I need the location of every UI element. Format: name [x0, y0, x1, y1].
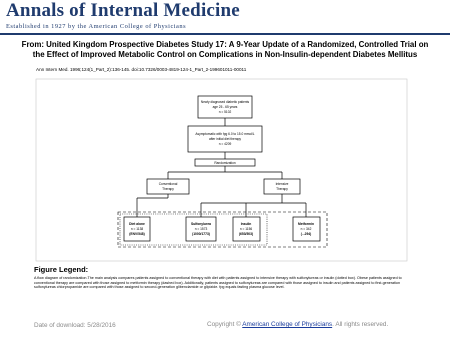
article-title-line-1: From: United Kingdom Prospective Diabetes Study 17: A 9-Year Update of a Randomized, Controlled Trial on	[21, 40, 429, 49]
box-diet-alone-line-1: Diet alone	[129, 222, 145, 226]
copyright-notice	[207, 321, 388, 328]
box-randomization-label: Randomization	[214, 161, 236, 165]
article-citation: Ann Intern Med. 1996;124(1_Part_2):136-145. doi:10.7326/0003-4819-124-1_Part_2-199601011-00011	[36, 67, 247, 72]
box-diet-alone-line-3: (ENV/548)	[129, 232, 145, 236]
box-conventional-line-1: Conventional	[158, 182, 178, 186]
box-diet-alone-line-2: n = 1138	[130, 227, 144, 231]
box-newly-diagnosed-line-1: Newly diagnosed diabetic patients	[200, 100, 250, 104]
box-asymptomatic	[188, 126, 262, 152]
box-insulin	[233, 217, 260, 241]
journal-title: Annals of Internal Medicine	[6, 0, 240, 21]
copyright-prefix: Copyright ©	[207, 321, 243, 328]
box-insulin-line-3: (653/503)	[238, 232, 254, 236]
download-date: Date of download: 5/28/2016	[34, 322, 116, 329]
box-asymptomatic-line-2: after initial diet therapy	[208, 137, 242, 141]
box-asymptomatic-line-1: Asymptomatic with fpg 6.0 to 15.0 mmol/L	[195, 132, 255, 136]
box-sulfonylurea-line-1: Sulfonylurea	[191, 222, 211, 226]
article-title-line-2: the Effect of Improved Metabolic Control on Complications in Non-Insulin-dependent Diabetes Mellitus	[32, 49, 418, 59]
box-metformin-line-2: n = 342	[300, 227, 312, 231]
box-sulfonylurea-line-3: (1000/1773)	[192, 232, 210, 236]
copyright-suffix: . All rights reserved.	[332, 321, 389, 328]
legend-heading: Figure Legend:	[34, 265, 89, 274]
box-diet-alone	[124, 217, 150, 241]
box-insulin-line-1: Insulin	[240, 222, 252, 226]
box-conventional-line-2: Therapy	[162, 187, 174, 191]
box-metformin-line-1: Metformin	[298, 222, 314, 226]
box-asymptomatic-line-3: n = 4209	[218, 142, 232, 146]
box-intensive-therapy	[264, 179, 300, 194]
journal-tagline: Established in 1927 by the American College of Physicians	[6, 23, 187, 30]
box-intensive-line-1: Intensive	[275, 182, 289, 186]
box-newly-diagnosed-line-3: n = 5102	[218, 110, 232, 114]
box-newly-diagnosed-line-2: age 25 - 65 years	[212, 105, 238, 109]
box-insulin-line-2: n = 1156	[239, 227, 253, 231]
box-sulfonylurea-line-2: n = 1573	[194, 227, 208, 231]
box-newly-diagnosed	[198, 96, 252, 118]
legend-text: A flow diagram of randomization.The main analysis compares patients assigned to conventional therapy with diet with patients assigned to intensive therapy with sulfonylureas or insulin (dotted box). Obese patients assigned to conventional therapy are compared with those assigned to metformin therapy (dashed box). Additionally, patients assigned to sulfonylureas are compared with those assigned to insulin and patients assigned to first-generation sulfonylureas chlorpropamide are compared with those assigned to second-generation glibenclamide or glipizide. fpg equals fasting plasma glucose level.	[34, 276, 402, 289]
acp-link[interactable]: American College of Physicians	[242, 321, 333, 328]
box-conventional-therapy	[147, 179, 189, 194]
box-sulfonylurea	[186, 217, 216, 241]
box-randomization	[195, 159, 255, 166]
box-metformin	[293, 217, 320, 241]
box-metformin-line-3: (...294)	[300, 232, 312, 236]
box-intensive-line-2: Therapy	[276, 187, 288, 191]
